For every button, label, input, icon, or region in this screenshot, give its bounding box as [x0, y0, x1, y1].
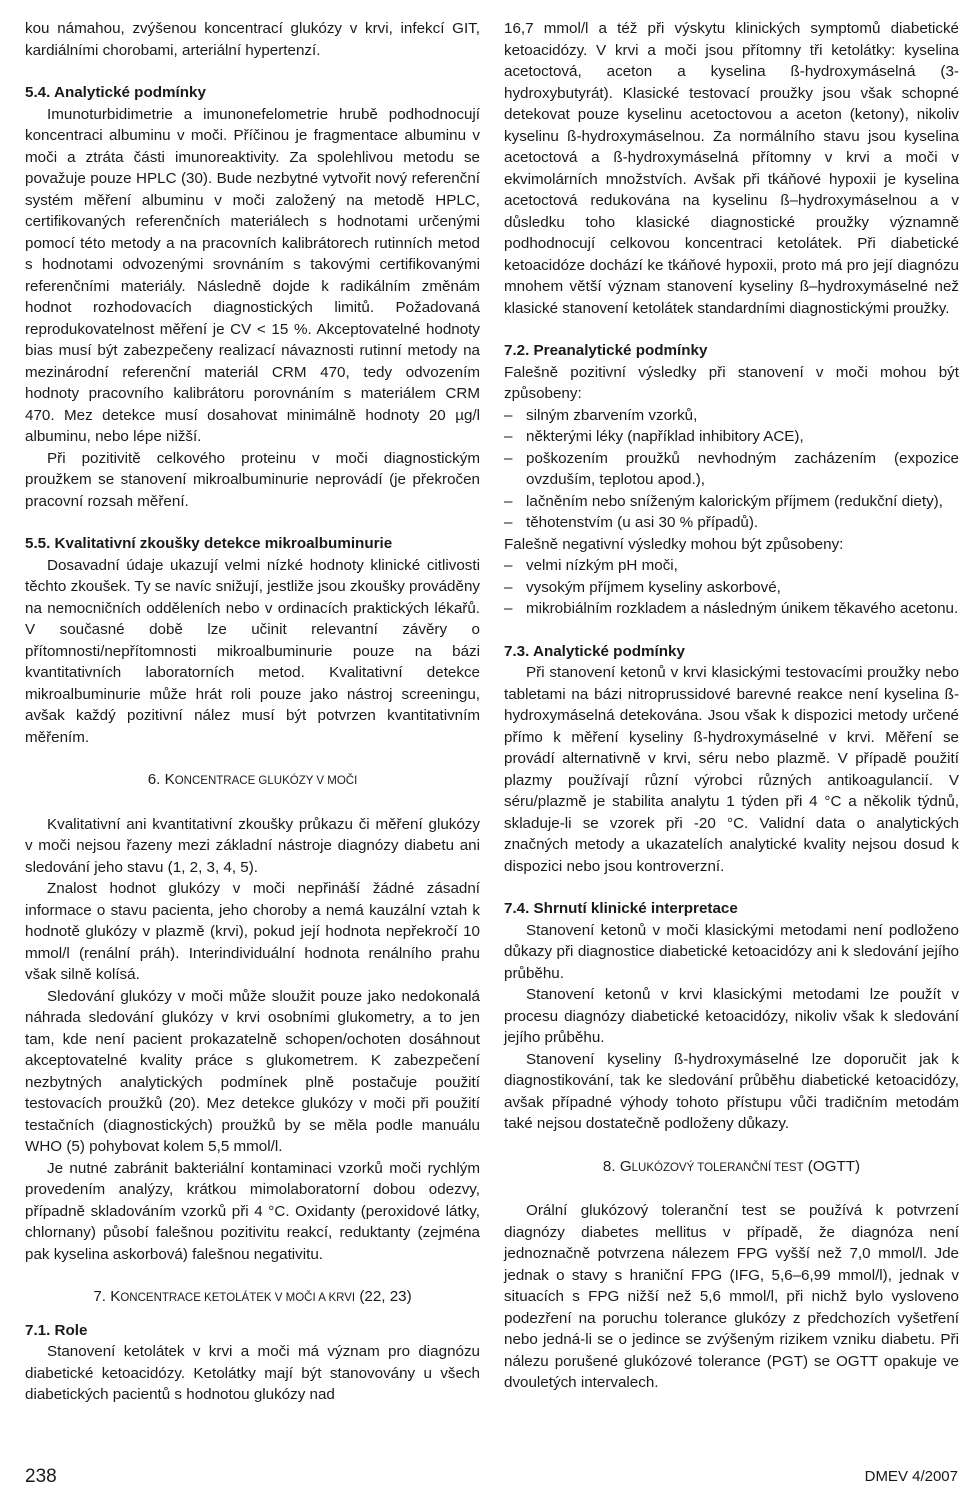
- paragraph: Stanovení ketonů v moči klasickými metodami není podloženo důkazy při diagnostice diabetické ketoacidózy ani k sledování jejího průběhu.: [504, 921, 959, 982]
- section-heading-7-1: 7.1. Role: [25, 1321, 88, 1339]
- list-item: – vysokým příjmem kyseliny askorbové,: [504, 577, 959, 599]
- paragraph: Orální glukózový toleranční test se používá k potvrzení diagnózy diabetes mellitus v případě, že diagnóza není jednoznačně potvrzena nálezem FPG vyšší než 7,0 mmol/l. Jde jednak o stavy s hraniční FPG (IFG, 5,6–6,99 mmol/l), jednak v situacích s FPG nižší než 5,6 mmol/l, při nichž bylo vysloveno podezření na poruchu tolerance glukózy z předchozích vyšetření nebo jedná-li se o jedince se zvýšeným rizikem vzniku diabetu. Při nálezu porušené glukózové tolerance (PGT) se OGTT opakuje ve dvouletých intervalech.: [504, 1202, 959, 1391]
- section-heading-5-4: 5.4. Analytické podmínky: [25, 84, 206, 101]
- paragraph: Sledování glukózy v moči může sloužit pouze jako nedokonalá náhrada sledování glukózy v krvi osobními glukometry, a to jen tam, kde není pacient prokazatelně schopen/ochoten dosáhnout akceptovatelné kvality práce s glukometrem. K zabezpečení nezbytných analytických podmínek plně postačuje použití testovacích proužků (20). Mez detekce glukózy v moči při použití testačních (diagnostických) proužků by se měla podle manuálu WHO (5) pohybovat kolem 5,5 mmol/l.: [25, 987, 480, 1155]
- paragraph: Kvalitativní ani kvantitativní zkoušky průkazu či měření glukózy v moči nejsou řazeny mezi základní nástroje diagnózy diabetu ani sledování jeho stavu (1, 2, 3, 4, 5).: [25, 815, 480, 876]
- false-positive-list: [504, 405, 959, 534]
- list-item: – mikrobiálním rozkladem a následným únikem těkavého acetonu.: [504, 598, 959, 620]
- section-heading-7-4: 7.4. Shrnutí klinické interpretace: [504, 900, 738, 917]
- paragraph: Je nutné zabránit bakteriální kontaminaci vzorků moči rychlým provedením analýzy, krátkou mimolaboratorní dobou odezvy, případně skladováním vzorků při 4 °C. Oxidanty (peroxidové látky, chlornany) působí falešnou pozitivitu reakcí, reduktanty (zejména pak kyselina askorbová) falešnou negativitu.: [25, 1159, 480, 1263]
- section-heading-7-3: 7.3. Analytické podmínky: [504, 642, 685, 660]
- paragraph: Stanovení ketolátek v krvi a moči má význam pro diagnózu diabetické ketoacidózy. Ketolátky mají být stanovovány u všech diabetických pacientů s hodnotou glukózy nad: [25, 1343, 480, 1403]
- paragraph: Stanovení kyseliny ß-hydroxymáselné lze doporučit jak k diagnostikování, tak ke sledování průběhu diabetické ketoacidózy, avšak případné výhody tohoto přístupu vůči tradičním metodám také nejsou dostatečně podloženy důkazy.: [504, 1050, 959, 1132]
- paragraph: Při stanovení ketonů v krvi klasickými testovacími proužky nebo tabletami na bázi nitroprussidové barevné reakce není kyselina ß-hydroxymáselná detekována. Jsou však k dispozici metody určené přímo k měření kyseliny ß-hydroxymáselné v krvi. Měření se provádí alternativně v krvi, séru nebo plazmě. V případě použití plazmy používají různí výrobci různých antikoagulancií. V séru/plazmě je stabilita analytu 1 týden při 4 °C a několik týdnů, skladuje-li se vzorek při -20 °C. Validní data o analytických značných metody a ukazatelích analytické kvality nejsou dosud k dispozici nebo jsou kontroverzní.: [504, 664, 959, 875]
- paragraph: Stanovení ketonů v krvi klasickými metodami lze použít v procesu diagnózy diabetické ketoacidózy, nikoliv však k sledování jejího průběhu.: [504, 986, 959, 1046]
- chapter-heading-6: 6. KONCENTRACE GLUKÓZY V MOČI: [147, 771, 358, 788]
- journal-issue: DMEV 4/2007: [864, 1468, 958, 1485]
- paragraph: Falešně negativní výsledky mohou být způsobeny:: [504, 535, 844, 553]
- chapter-heading-7: 7. KONCENTRACE KETOLÁTEK V MOČI A KRVI (22, 23): [93, 1288, 412, 1305]
- list-item: – lačněním nebo sníženým kalorickým příjmem (redukční diety),: [504, 491, 959, 513]
- section-heading-5-5: 5.5. Kvalitativní zkoušky detekce mikroalbuminurie: [25, 535, 393, 552]
- right-column: [504, 18, 959, 1394]
- list-item: – poškozením proužků nevhodným zacházením (expozice ovzduším, teplotou apod.),: [504, 448, 959, 491]
- chapter-heading-8: 8. GLUKÓZOVÝ TOLERANČNÍ TEST (OGTT): [602, 1157, 861, 1175]
- paragraph: Dosavadní údaje ukazují velmi nízké hodnoty klinické citlivosti těchto zkoušek. Ty se navíc snižují, jestliže jsou zkoušky prováděny na nemocničních odděleních nebo v ordinacích praktických lékařů. V současné době lze učinit relevantní závěry o přítomnosti/nepřítomnosti mikroalbuminurie pouze na bázi kvantitativních laboratorních metod. Kvalitativní detekce mikroalbuminurie může hrát roli pouze jako nástroj screeningu, avšak každý pozitivní nález musí být potvrzen kvantitativním měřením.: [25, 556, 480, 746]
- list-item: – těhotenstvím (u asi 30 % případů).: [504, 512, 959, 534]
- page-number: 238: [25, 1466, 57, 1487]
- left-column: [25, 18, 480, 1406]
- list-item: – silným zbarvením vzorků,: [504, 405, 959, 427]
- false-negative-list: [504, 555, 959, 620]
- paragraph: kou námahou, zvýšenou koncentrací glukózy v krvi, infekcí GIT, kardiálními chorobami, arteriální hypertenzí.: [25, 20, 480, 59]
- list-item: – některými léky (například inhibitory ACE),: [504, 426, 959, 448]
- paragraph: Při pozitivitě celkového proteinu v moči diagnostickým proužkem se stanovení mikroalbuminurie neprovádí (je překročen pracovní rozsah měření.: [25, 449, 480, 510]
- paragraph: 16,7 mmol/l a též při výskytu klinických symptomů diabetické ketoacidózy. V krvi a moči jsou přítomny tři ketolátky: kyselina acetoctová, aceton a kyselina ß-hydroxymáselná (3-hydroxybutyrát). Klasické testovací proužky jsou však schopné detekovat pouze kyselinu acetoctovou a aceton (ketony), nikoliv kyselinu ß-hydroxymáselnou. Za normálního stavu jsou kyselina acetoctová a ß-hydroxymáselná přítomny v krvi a moči v ekvimolárních množstvích. Avšak při tkáňové hypoxii je kyselina acetoctová redukována na kyselinu ß–hydroxymáselnou a v důsledku toho klasické diagnostické proužky významně podhodnocují celkovou koncentraci ketolátek. Při diabetické ketoacidóze dochází ke tkáňové hypoxii, proto má pro její diagnózu mnohem větší význam stanovení kyseliny ß–hydroxymáselné než klasické stanovení ketolátek standardními diagnostickými proužky.: [504, 20, 959, 317]
- list-item: – velmi nízkým pH moči,: [504, 555, 959, 577]
- paragraph: Znalost hodnot glukózy v moči nepřináší žádné zásadní informace o stavu pacienta, jeho choroby a nemá kauzální vztah k hodnotě glukózy v plazmě (krvi), pokud její hodnota nepřekročí 10 mmol/l (renální práh). Interindividuální hodnota renálního prahu však silně kolísá.: [25, 880, 480, 983]
- paragraph: Falešně pozitivní výsledky při stanovení v moči mohou být způsobeny:: [504, 363, 959, 402]
- section-heading-7-2: 7.2. Preanalytické podmínky: [504, 342, 708, 359]
- paragraph: Imunoturbidimetrie a imunonefelometrie hrubě podhodnocují koncentraci albuminu v moči. Příčinou je fragmentace albuminu v moči a ztráta části imunoreaktivity. Za spolehlivou metodu se považuje pouze HPLC (30). Bude nezbytné vytvořit nový referenční systém měření albuminu v moči založený na metodě HPLC, certifikovaných referenčních materiálech s hodnotami určenými pomocí této metody a na pracovních kalibrátorech rutinních metod s hodnotami odvozenými srovnáním s takovými certifikovanými referenčními materiály. Následně dojde k radikálním změnám hodnot rozhodovacích diagnostických limitů. Požadovaná reprodukovatelnost měření je CV < 15 %. Akceptovatelné hodnoty bias musí být zabezpečeny realizací návaznosti rutinní metody na mezinárodní referenční materiál CRM 470, tedy odvozením hodnoty pracovního kalibrátoru porovnáním s materiálem CRM 470. Mez detekce musí dosahovat minimálně hodnoty 20 µg/l albuminu, nebo lépe nižší.: [25, 105, 480, 445]
